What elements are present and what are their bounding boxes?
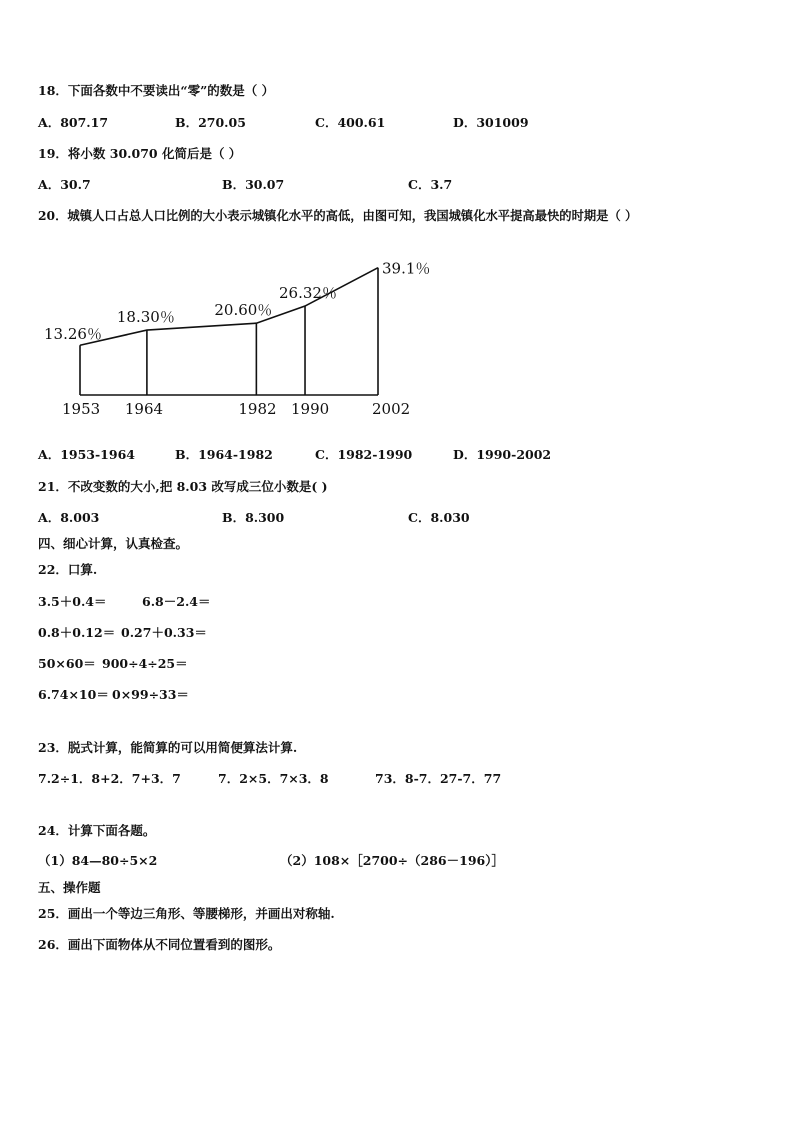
question-24-stem: 24．计算下面各题。 [38,823,156,838]
q20-option-b: B．1964-1982 [175,447,273,462]
q22-item: 6.8－2.4＝ [142,594,211,609]
value-label: 39.1％ [382,259,431,278]
question-19-stem: 19．将小数 30.070 化简后是（ ） [38,146,242,161]
year-label: 1953 [62,400,101,418]
value-label: 18.30％ [116,308,175,327]
q18-option-a: A．807.17 [38,115,109,130]
q19-option-a: A．30.7 [38,177,91,192]
question-26-stem: 26．画出下面物体从不同位置看到的图形。 [38,937,281,952]
year-label: 2002 [372,400,411,418]
year-label: 1982 [238,400,277,418]
value-label: 26.32％ [279,284,337,303]
q21-option-a: A．8.003 [38,510,100,525]
section-5-heading: 五、操作题 [38,880,101,895]
q18-option-b: B．270.05 [175,115,246,130]
q22-item: 50×60＝ [38,656,96,671]
q20-option-d: D．1990-2002 [453,447,552,462]
q22-item: 0×99÷33＝ [112,687,189,702]
q22-item: 6.74×10＝ [38,687,109,702]
question-22-stem: 22．口算. [38,562,98,577]
question-25-stem: 25．画出一个等边三角形、等腰梯形，并画出对称轴. [38,906,335,921]
q23-item: 73．8-7．27-7．77 [375,771,502,786]
q19-option-b: B．30.07 [222,177,285,192]
question-23-stem: 23．脱式计算，能简算的可以用简便算法计算. [38,740,298,755]
value-label: 20.60％ [214,301,273,320]
q23-item: 7.2÷1．8+2．7+3．7 [38,771,181,786]
q20-option-a: A．1953-1964 [38,447,135,462]
urbanization-chart [38,250,438,430]
year-label: 1990 [291,400,330,418]
q22-item: 900÷4÷25＝ [102,656,188,671]
question-18-stem: 18．下面各数中不要读出“零”的数是（ ） [38,83,275,98]
q18-option-c: C．400.61 [315,115,386,130]
q18-option-d: D．301009 [453,115,529,130]
year-label: 1964 [124,400,164,418]
question-20-stem: 20．城镇人口占总人口比例的大小表示城镇化水平的高低，由图可知，我国城镇化水平提高最快的时期是（ ） [38,208,638,223]
section-4-heading: 四、细心计算，认真检查。 [38,536,189,551]
q24-item: （1）84—80÷5×2 [38,853,158,868]
q23-item: 7．2×5．7×3．8 [218,771,329,786]
q24-item: （2）108×［2700÷（286－196）］ [280,853,504,868]
q21-option-c: C．8.030 [408,510,470,525]
question-21-stem: 21．不改变数的大小,把 8.03 改写成三位小数是( ) [38,479,328,494]
q22-item: 3.5＋0.4＝ [38,594,107,609]
value-label: 13.26％ [44,325,102,344]
q22-item: 0.27＋0.33＝ [121,625,207,640]
q21-option-b: B．8.300 [222,510,285,525]
q22-item: 0.8＋0.12＝ [38,625,116,640]
q20-option-c: C．1982-1990 [315,447,413,462]
q19-option-c: C．3.7 [408,177,453,192]
